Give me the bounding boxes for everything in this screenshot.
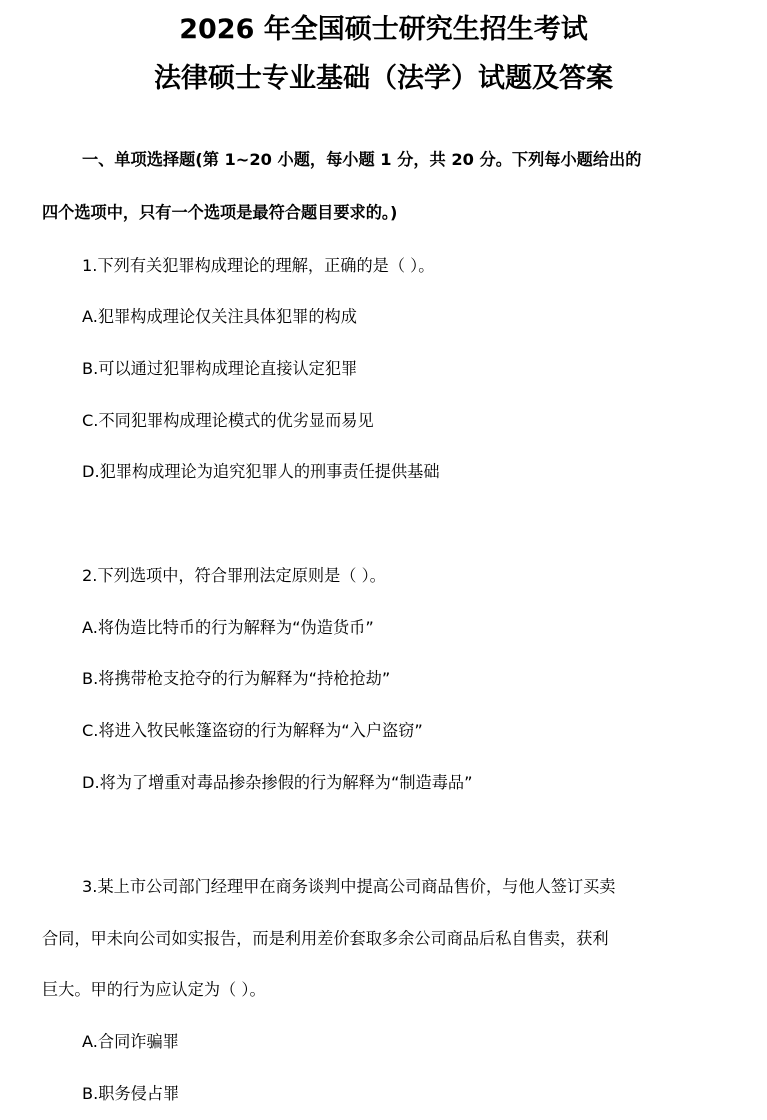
question-2-option-a: A.将伪造比特币的行为解释为“伪造货币”	[82, 618, 374, 637]
question-1-option-a: A.犯罪构成理论仅关注具体犯罪的构成	[82, 307, 357, 326]
question-2-stem: 2.下列选项中，符合罪刑法定原则是（ ）。	[82, 566, 386, 585]
section-heading-line-2: 四个选项中，只有一个选项是最符合题目要求的。)	[42, 203, 398, 222]
question-1-option-c: C.不同犯罪构成理论模式的优劣显而易见	[82, 411, 374, 430]
question-3-stem-line-3: 巨大。甲的行为应认定为（ ）。	[42, 980, 266, 999]
document-title-line-2: 法律硕士专业基础（法学）试题及答案	[154, 63, 613, 94]
question-2-option-d: D.将为了增重对毒品掺杂掺假的行为解释为“制造毒品”	[82, 773, 473, 792]
question-2-option-c: C.将进入牧民帐篷盗窃的行为解释为“入户盗窃”	[82, 721, 423, 740]
question-1-stem: 1.下列有关犯罪构成理论的理解，正确的是（ ）。	[82, 256, 435, 275]
question-3-stem-line-1: 3.某上市公司部门经理甲在商务谈判中提高公司商品售价，与他人签订买卖	[82, 877, 616, 896]
section-heading-line-1: 一、单项选择题(第 1~20 小题，每小题 1 分，共 20 分。下列每小题给出的	[82, 150, 642, 169]
question-1-option-d: D.犯罪构成理论为追究犯罪人的刑事责任提供基础	[82, 462, 440, 481]
question-2-option-b: B.将携带枪支抢夺的行为解释为“持枪抢劫”	[82, 669, 391, 688]
question-1-option-b: B.可以通过犯罪构成理论直接认定犯罪	[82, 359, 358, 378]
question-3-option-a: A.合同诈骗罪	[82, 1032, 179, 1051]
question-3-stem-line-2: 合同，甲未向公司如实报告，而是利用差价套取多余公司商品后私自售卖，获利	[42, 929, 609, 948]
question-3-option-b: B.职务侵占罪	[82, 1084, 180, 1103]
document-title-line-1: 2026 年全国硕士研究生招生考试	[179, 14, 588, 45]
